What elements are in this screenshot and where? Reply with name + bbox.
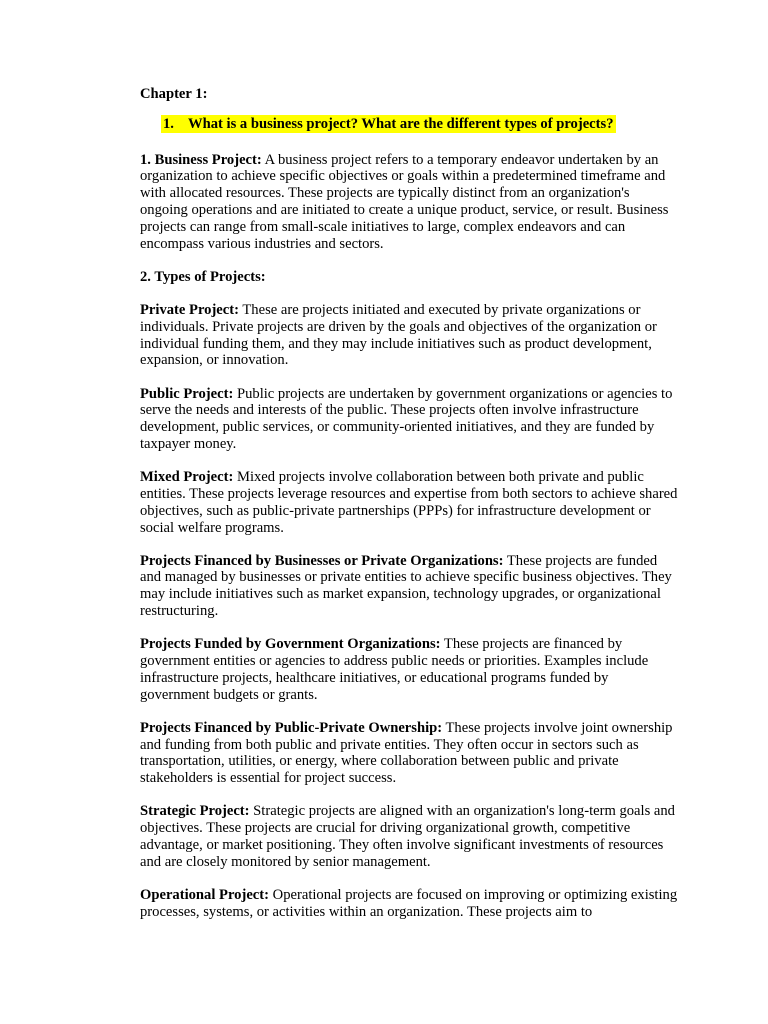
type-text: These projects are funded and managed by businesses or private entities to achieve specific business objectives. They may include initiatives such as market expansion, technology upgrades, or organizational restructuring.: [140, 552, 672, 620]
type-operational-paragraph: [140, 887, 680, 921]
type-label: Operational Project:: [140, 887, 270, 903]
types-heading: 2. Types of Projects:: [140, 268, 266, 285]
type-label: Projects Funded by Government Organizations:: [140, 636, 441, 653]
type-text: These projects are financed by government entities or agencies to address public needs or priorities. Examples include infrastructure projects, healthcare initiatives, or educational programs funded by government budgets or grants.: [140, 636, 649, 703]
business-project-text: A business project refers to a temporary endeavor undertaken by an organization to achieve specific objectives or goals within a predetermined timeframe and with allocated resources. These projects are typically distinct from an organization's ongoing operations and are initiated to create a unique product, service, or result. Business projects can range from small-scale initiatives to large, complex endeavors and can encompass various industries and sectors.: [140, 151, 669, 252]
type-mixed-paragraph: [140, 469, 680, 536]
type-label: Projects Financed by Businesses or Private Organizations:: [140, 552, 504, 569]
type-public-private-paragraph: [140, 720, 680, 787]
type-business-financed-paragraph: [140, 553, 680, 620]
type-text: Mixed projects involve collaboration between both private and public entities. These projects leverage resources and expertise from both sectors to achieve shared objectives, such as public-private partnerships (PPPs) for infrastructure development or social welfare programs.: [140, 469, 678, 536]
type-label: Private Project:: [140, 301, 239, 318]
type-government-funded-paragraph: [140, 636, 680, 703]
document-content: [140, 86, 680, 937]
type-private-paragraph: [140, 302, 680, 369]
type-text: These projects involve joint ownership and funding from both public and private entities. They often occur in sectors such as transportation, utilities, or energy, where collaboration between public and private stakeholders is essential for project success.: [140, 719, 673, 787]
business-project-label: 1. Business Project:: [140, 151, 262, 168]
business-project-paragraph: [140, 152, 680, 253]
type-label: Public Project:: [140, 385, 234, 402]
type-label: Mixed Project:: [140, 469, 234, 486]
type-strategic-paragraph: [140, 803, 680, 870]
chapter-heading: Chapter 1:: [140, 86, 208, 102]
question-text: What is a business project? What are the different types of projects?: [188, 115, 614, 132]
type-text: Strategic projects are aligned with an organization's long-term goals and objectives. These projects are crucial for driving organizational growth, competitive advantage, or market positioning. They often involve significant investments of resources and are closely monitored by senior management.: [140, 803, 675, 870]
type-public-paragraph: [140, 386, 680, 453]
type-label: Strategic Project:: [140, 803, 250, 820]
type-text: These are projects initiated and executed by private organizations or individuals. Private projects are driven by the goals and objectives of the organization or individual funding them, and they may include initiatives such as product development, expansion, or innovation.: [140, 301, 657, 369]
question-number: 1.: [163, 115, 174, 132]
type-text: Public projects are undertaken by government organizations or agencies to serve the needs and interests of the public. These projects often involve infrastructure development, public services, or community-oriented initiatives, and they are funded by taxpayer money.: [140, 385, 673, 452]
question-highlight: [161, 115, 616, 133]
question-heading: [161, 116, 680, 133]
type-label: Projects Financed by Public-Private Ownership:: [140, 719, 443, 736]
type-text: Operational projects are focused on improving or optimizing existing processes, systems, or activities within an organization. These projects aim to: [140, 887, 678, 920]
